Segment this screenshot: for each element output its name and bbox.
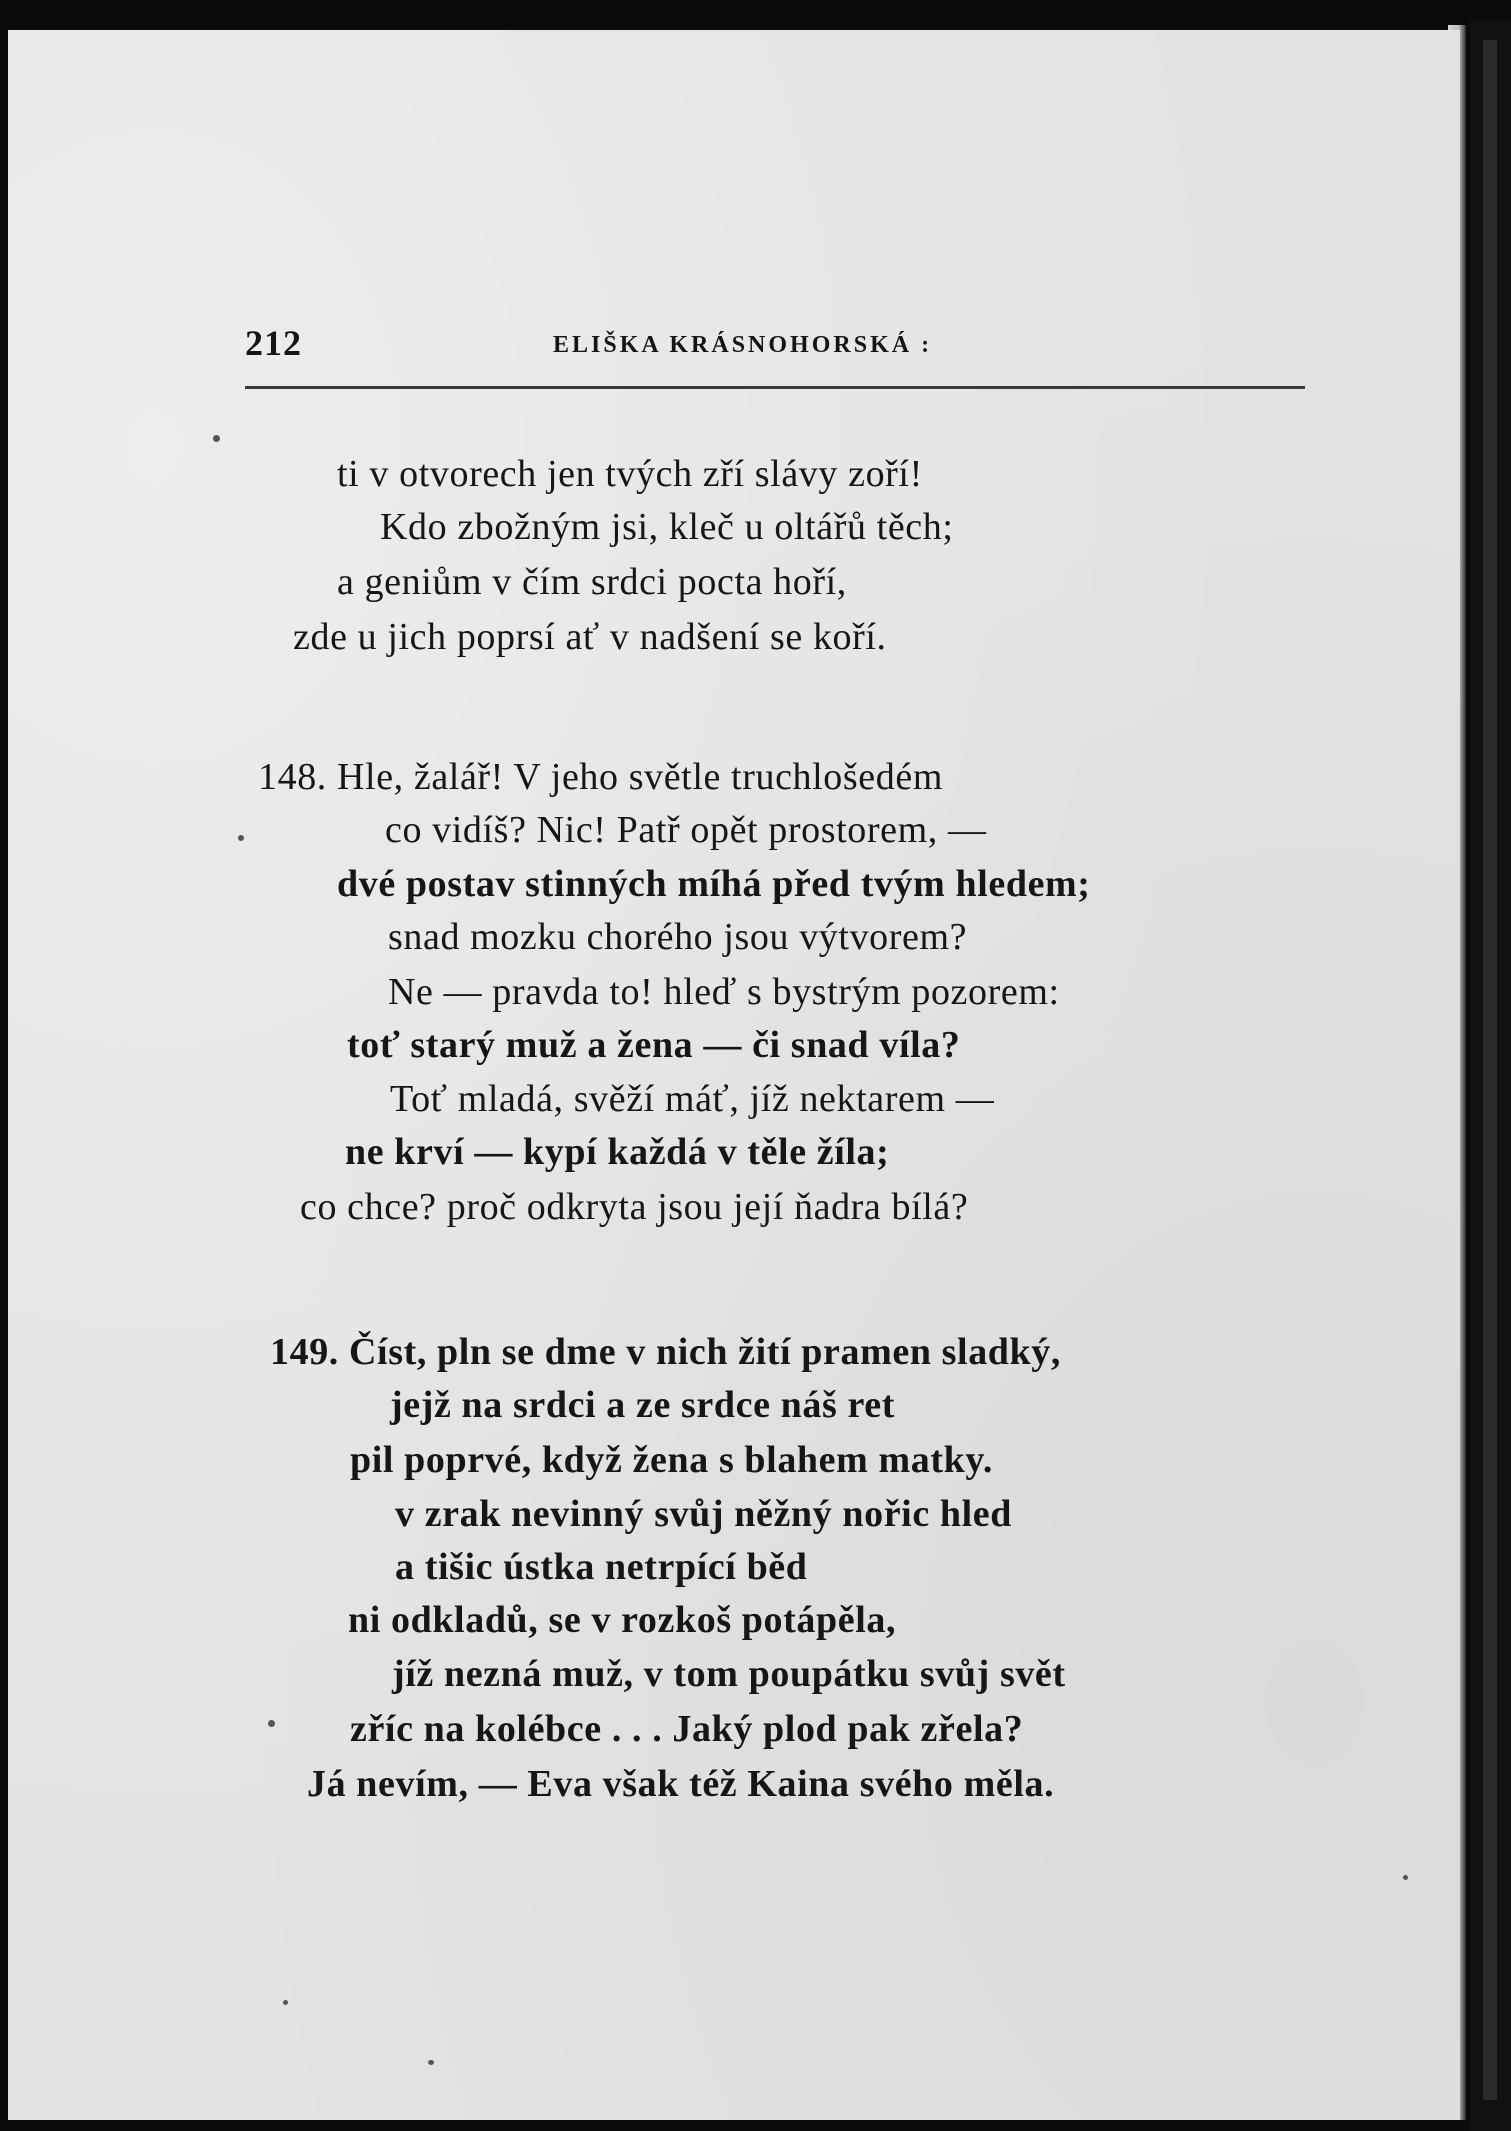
stanza-149-line: pil poprvé, když žena s blahem matky. (350, 1439, 993, 1481)
facing-page-edge (1483, 40, 1497, 2100)
stanza-149-line: jejž na srdci a ze srdce náš ret (390, 1384, 895, 1426)
poem-line: Kdo zbožným jsi, kleč u oltářů těch; (380, 506, 954, 548)
header-rule (245, 386, 1305, 389)
scan-speck (428, 2060, 434, 2065)
stanza-148-line: 148. Hle, žalář! V jeho světle truchlošedém (258, 756, 943, 798)
stanza-148-line: snad mozku chorého jsou výtvorem? (388, 916, 968, 958)
page-header (245, 322, 1305, 374)
stanza-149-line: jíž nezná muž, v tom poupátku svůj svět (392, 1653, 1066, 1695)
stanza-148-line: Ne — pravda to! hleď s bystrým pozorem: (388, 971, 1060, 1013)
stanza-148-line: Toť mladá, svěží máť, jíž nektarem — (390, 1078, 995, 1120)
poem-line: a geniům v čím srdci pocta hoří, (337, 561, 847, 603)
stanza-149-line: ni odkladů, se v rozkoš potápěla, (348, 1599, 897, 1641)
stanza-148-line: co vidíš? Nic! Patř opět prostorem, — (385, 809, 987, 851)
page-number: 212 (245, 323, 302, 363)
stanza-149-line: Já nevím, — Eva však též Kaina svého měla. (307, 1763, 1055, 1805)
scan-speck (238, 835, 244, 841)
scan-speck (213, 435, 220, 442)
poem-line: ti v otvorech jen tvých zří slávy zoří! (337, 453, 923, 495)
stanza-148-line: toť starý muž a žena — či snad víla? (347, 1024, 961, 1066)
stanza-148-line: co chce? proč odkryta jsou její ňadra bílá? (300, 1186, 969, 1228)
stanza-149-line: zříc na kolébce . . . Jaký plod pak zřela? (350, 1708, 1024, 1750)
stanza-149-line: v zrak nevinný svůj něžný nořic hled (395, 1493, 1012, 1535)
poem-line: zde u jich poprsí ať v nadšení se koří. (293, 616, 887, 658)
scan-speck (1403, 1875, 1408, 1880)
scan-speck (283, 2000, 288, 2005)
stanza-148-line: ne krví — kypí každá v těle žíla; (345, 1131, 890, 1173)
stanza-148-line: dvé postav stinných míhá před tvým hledem; (337, 863, 1091, 905)
running-head: ELIŠKA KRÁSNOHORSKÁ : (553, 332, 933, 358)
scan-speck (268, 1720, 275, 1727)
stanza-149-line: 149. Číst, pln se dme v nich žití pramen sladký, (270, 1331, 1061, 1373)
stanza-149-line: a tišic ústka netrpící běd (395, 1546, 808, 1588)
